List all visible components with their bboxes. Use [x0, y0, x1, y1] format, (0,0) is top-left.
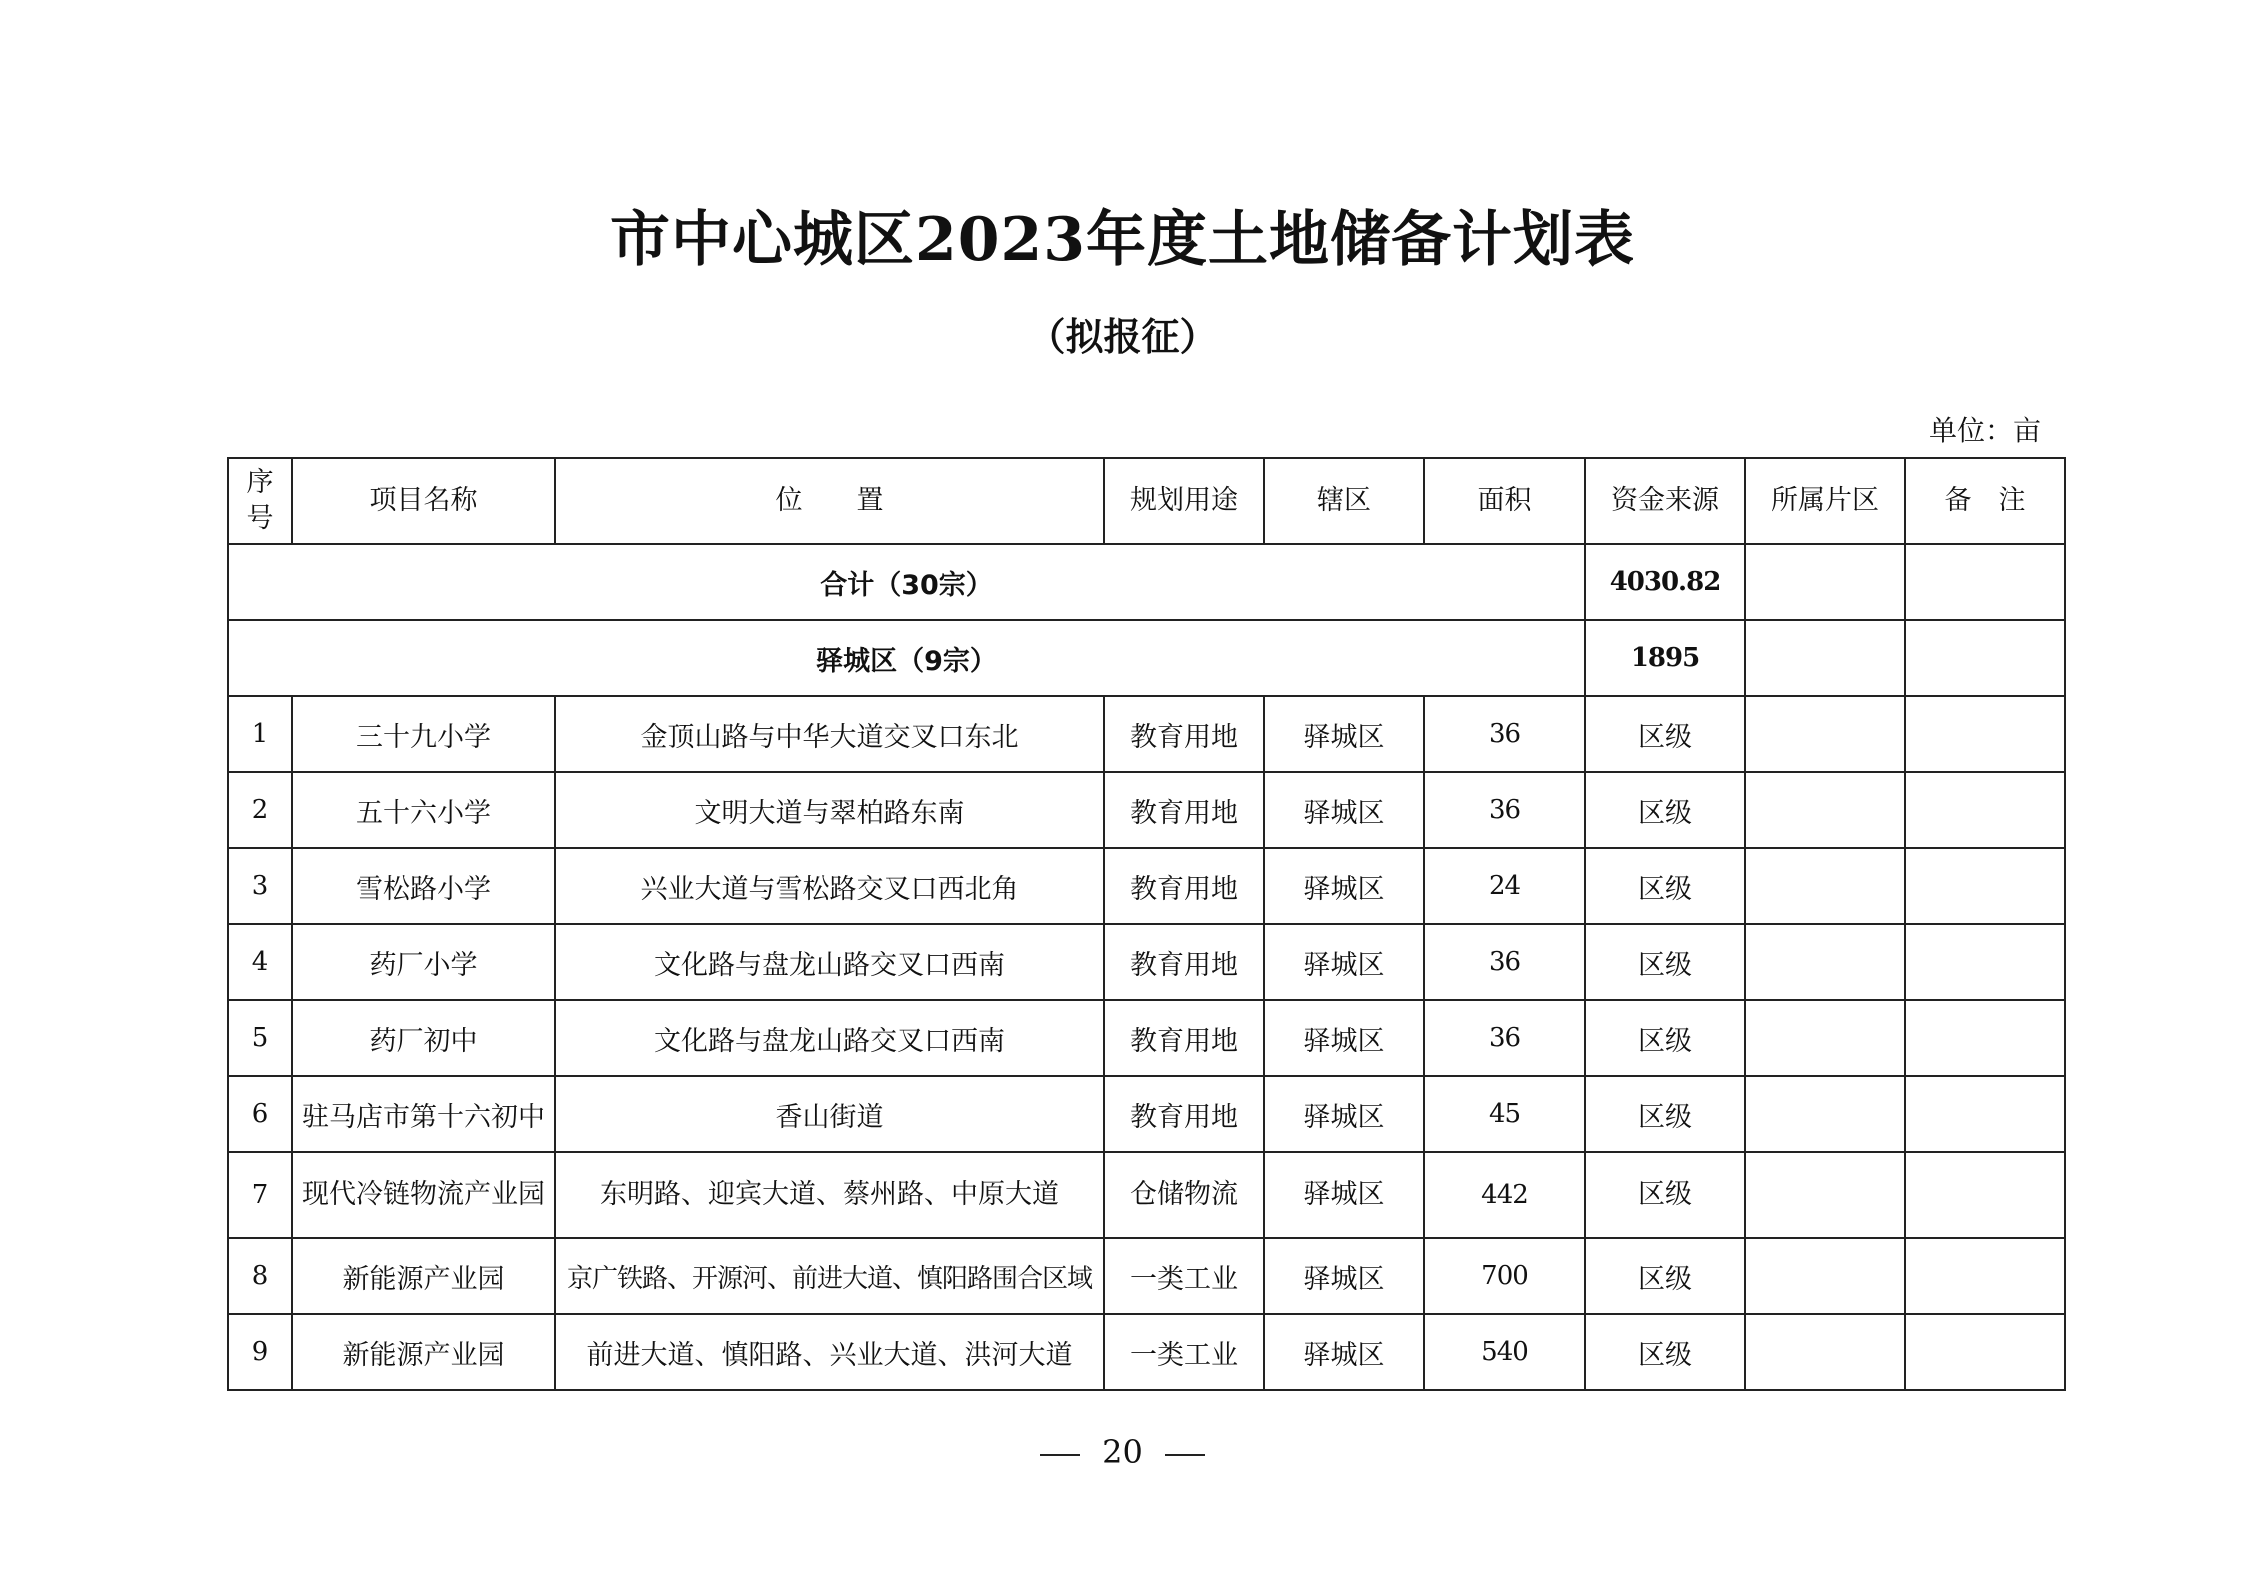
footer-dash-right — [1165, 1454, 1205, 1456]
cell-remarks — [1905, 1152, 2065, 1238]
cell-seq: 6 — [228, 1076, 292, 1152]
table-row — [228, 1000, 2065, 1076]
cell-zone — [1745, 772, 1905, 848]
header-seq-line2: 号 — [246, 503, 274, 534]
cell-zone — [1745, 924, 1905, 1000]
cell-funding: 区级 — [1585, 848, 1745, 924]
cell-usage: 教育用地 — [1104, 924, 1264, 1000]
cell-location: 京广铁路、开源河、前进大道、慎阳路围合区域 — [555, 1238, 1104, 1314]
cell-location: 香山街道 — [555, 1076, 1104, 1152]
land-reserve-table — [227, 457, 2066, 1391]
cell-district: 驿城区 — [1264, 1152, 1424, 1238]
cell-location: 文化路与盘龙山路交叉口西南 — [555, 924, 1104, 1000]
subtotal-label: 驿城区（9宗） — [228, 620, 1585, 696]
grand-total-funding — [1745, 544, 1905, 620]
cell-remarks — [1905, 848, 2065, 924]
cell-usage: 教育用地 — [1104, 1076, 1264, 1152]
cell-seq: 7 — [228, 1152, 292, 1238]
grand-total-label: 合计（30宗） — [228, 544, 1585, 620]
header-seq — [228, 458, 292, 544]
header-area: 面积 — [1424, 458, 1585, 544]
cell-name: 药厂初中 — [292, 1000, 555, 1076]
cell-area: 442 — [1424, 1152, 1585, 1238]
cell-area: 700 — [1424, 1238, 1585, 1314]
cell-location: 文明大道与翠柏路东南 — [555, 772, 1104, 848]
cell-remarks — [1905, 1314, 2065, 1390]
cell-funding: 区级 — [1585, 1000, 1745, 1076]
cell-zone — [1745, 1000, 1905, 1076]
header-funding: 资金来源 — [1585, 458, 1745, 544]
cell-name: 雪松路小学 — [292, 848, 555, 924]
cell-name: 药厂小学 — [292, 924, 555, 1000]
cell-district: 驿城区 — [1264, 1000, 1424, 1076]
cell-area: 36 — [1424, 924, 1585, 1000]
cell-zone — [1745, 848, 1905, 924]
cell-seq: 2 — [228, 772, 292, 848]
unit-label: 单位：亩 — [1928, 414, 2041, 447]
header-zone: 所属片区 — [1745, 458, 1905, 544]
cell-funding: 区级 — [1585, 696, 1745, 772]
cell-location: 兴业大道与雪松路交叉口西北角 — [555, 848, 1104, 924]
table-row — [228, 1152, 2065, 1238]
cell-location: 金顶山路与中华大道交叉口东北 — [555, 696, 1104, 772]
header-district: 辖区 — [1264, 458, 1424, 544]
cell-zone — [1745, 1152, 1905, 1238]
table-row — [228, 848, 2065, 924]
table-header-row — [228, 458, 2065, 544]
cell-area: 36 — [1424, 1000, 1585, 1076]
table-row — [228, 924, 2065, 1000]
page-title: 市中心城区2023年度土地储备计划表 — [610, 205, 1635, 275]
cell-name: 现代冷链物流产业园 — [292, 1152, 555, 1238]
cell-area: 45 — [1424, 1076, 1585, 1152]
table-row — [228, 1076, 2065, 1152]
cell-area: 36 — [1424, 696, 1585, 772]
cell-usage: 教育用地 — [1104, 696, 1264, 772]
cell-district: 驿城区 — [1264, 1238, 1424, 1314]
cell-district: 驿城区 — [1264, 772, 1424, 848]
cell-remarks — [1905, 924, 2065, 1000]
cell-usage: 仓储物流 — [1104, 1152, 1264, 1238]
cell-name: 新能源产业园 — [292, 1238, 555, 1314]
cell-remarks — [1905, 1238, 2065, 1314]
cell-zone — [1745, 1076, 1905, 1152]
cell-district: 驿城区 — [1264, 1076, 1424, 1152]
subtotal-area: 1895 — [1585, 620, 1745, 696]
cell-funding: 区级 — [1585, 1076, 1745, 1152]
cell-seq: 8 — [228, 1238, 292, 1314]
cell-seq: 5 — [228, 1000, 292, 1076]
cell-funding: 区级 — [1585, 1238, 1745, 1314]
cell-location: 文化路与盘龙山路交叉口西南 — [555, 1000, 1104, 1076]
cell-funding: 区级 — [1585, 924, 1745, 1000]
cell-seq: 9 — [228, 1314, 292, 1390]
cell-name: 五十六小学 — [292, 772, 555, 848]
header-location: 位 置 — [555, 458, 1104, 544]
page-footer — [0, 1431, 2245, 1473]
cell-zone — [1745, 1238, 1905, 1314]
cell-usage: 教育用地 — [1104, 772, 1264, 848]
cell-seq: 1 — [228, 696, 292, 772]
cell-district: 驿城区 — [1264, 924, 1424, 1000]
cell-zone — [1745, 696, 1905, 772]
table-row — [228, 1238, 2065, 1314]
cell-area: 540 — [1424, 1314, 1585, 1390]
cell-funding: 区级 — [1585, 1152, 1745, 1238]
cell-zone — [1745, 1314, 1905, 1390]
grand-total-zone — [1905, 544, 2065, 620]
cell-usage: 一类工业 — [1104, 1238, 1264, 1314]
cell-funding: 区级 — [1585, 1314, 1745, 1390]
cell-location: 前进大道、慎阳路、兴业大道、洪河大道 — [555, 1314, 1104, 1390]
cell-location: 东明路、迎宾大道、蔡州路、中原大道 — [555, 1152, 1104, 1238]
cell-name: 新能源产业园 — [292, 1314, 555, 1390]
cell-usage: 教育用地 — [1104, 848, 1264, 924]
subtotal-funding — [1745, 620, 1905, 696]
cell-funding: 区级 — [1585, 772, 1745, 848]
header-remarks: 备 注 — [1905, 458, 2065, 544]
page-subtitle: （拟报征） — [1027, 315, 1218, 359]
cell-remarks — [1905, 1076, 2065, 1152]
table-row — [228, 696, 2065, 772]
subtotal-row — [228, 620, 2065, 696]
cell-district: 驿城区 — [1264, 696, 1424, 772]
table-row — [228, 772, 2065, 848]
header-name: 项目名称 — [292, 458, 555, 544]
footer-dash-left — [1040, 1454, 1080, 1456]
cell-name: 驻马店市第十六初中 — [292, 1076, 555, 1152]
subtotal-zone — [1905, 620, 2065, 696]
cell-usage: 一类工业 — [1104, 1314, 1264, 1390]
cell-usage: 教育用地 — [1104, 1000, 1264, 1076]
cell-district: 驿城区 — [1264, 1314, 1424, 1390]
cell-remarks — [1905, 1000, 2065, 1076]
cell-area: 36 — [1424, 772, 1585, 848]
grand-total-row — [228, 544, 2065, 620]
cell-district: 驿城区 — [1264, 848, 1424, 924]
cell-seq: 3 — [228, 848, 292, 924]
cell-remarks — [1905, 772, 2065, 848]
grand-total-area: 4030.82 — [1585, 544, 1745, 620]
cell-seq: 4 — [228, 924, 292, 1000]
table-row — [228, 1314, 2065, 1390]
page-number: 20 — [1102, 1433, 1143, 1471]
header-seq-line1: 序 — [246, 467, 274, 498]
cell-remarks — [1905, 696, 2065, 772]
cell-area: 24 — [1424, 848, 1585, 924]
cell-name: 三十九小学 — [292, 696, 555, 772]
header-usage: 规划用途 — [1104, 458, 1264, 544]
